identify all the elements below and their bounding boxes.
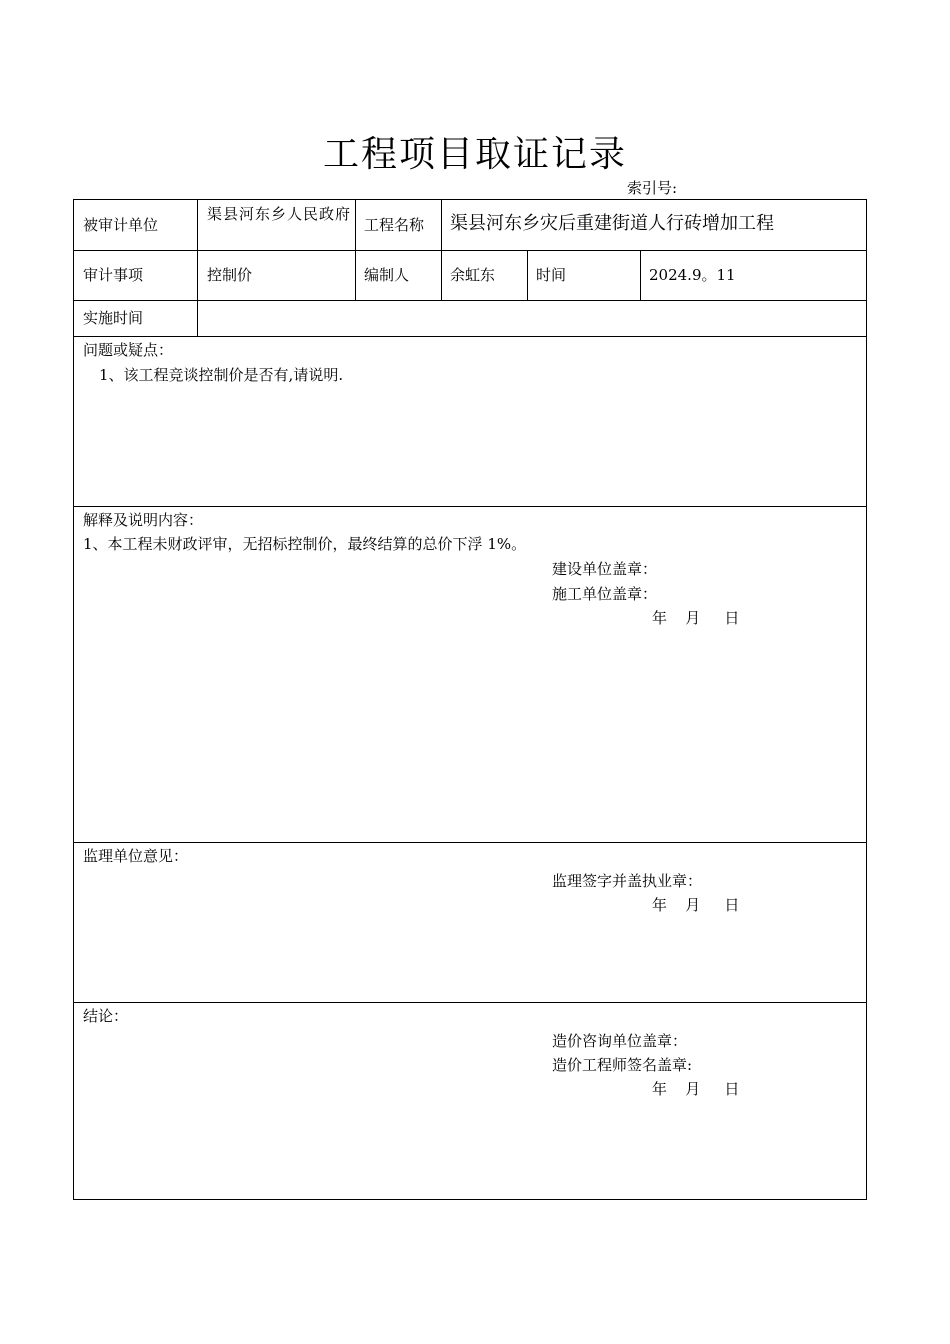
evidence-form xyxy=(73,199,867,1200)
column-divider xyxy=(355,200,356,300)
supervision-date-line: 年 月 日 xyxy=(652,896,741,914)
column-divider xyxy=(197,200,198,336)
row-divider xyxy=(74,250,866,251)
project-name-value: 渠县河东乡灾后重建街道人行砖增加工程 xyxy=(450,213,774,234)
project-name-label: 工程名称 xyxy=(364,216,425,234)
index-number-label: 索引号: xyxy=(627,179,678,197)
conclusion-label: 结论： xyxy=(83,1007,129,1025)
questions-label: 问题或疑点： xyxy=(83,341,174,359)
column-divider xyxy=(640,250,641,300)
explanation-label: 解释及说明内容： xyxy=(83,511,204,529)
audit-item-label: 审计事项 xyxy=(83,266,144,284)
question-item: 1、该工程竞谈控制价是否有,请说明. xyxy=(99,366,344,384)
row-divider xyxy=(74,300,866,301)
editor-label: 编制人 xyxy=(364,266,410,284)
audited-unit-value: 渠县河东乡人民政府 xyxy=(207,205,352,223)
audited-unit-label: 被审计单位 xyxy=(83,216,159,234)
column-divider xyxy=(527,250,528,300)
explanation-item: 1、本工程未财政评审，无招标控制价，最终结算的总价下浮 1%。 xyxy=(83,535,527,553)
implementation-time-label: 实施时间 xyxy=(83,309,144,327)
page-title: 工程项目取证记录 xyxy=(322,134,627,175)
explanation-date-line: 年 月 日 xyxy=(652,609,741,627)
audit-item-value: 控制价 xyxy=(207,266,253,284)
supervision-label: 监理单位意见： xyxy=(83,847,189,865)
supervision-seal-label: 监理签字并盖执业章： xyxy=(552,872,703,890)
row-divider xyxy=(74,336,866,337)
construction-unit-seal-label: 建设单位盖章： xyxy=(552,560,658,578)
time-value: 2024.9。11 xyxy=(649,266,736,284)
conclusion-date-line: 年 月 日 xyxy=(652,1080,741,1098)
row-divider xyxy=(74,506,866,507)
consult-seal-label: 造价咨询单位盖章： xyxy=(552,1032,688,1050)
builder-unit-seal-label: 施工单位盖章： xyxy=(552,585,658,603)
engineer-seal-label: 造价工程师签名盖章: xyxy=(552,1056,693,1074)
editor-value: 余虹东 xyxy=(450,266,496,284)
column-divider xyxy=(441,200,442,300)
time-label: 时间 xyxy=(536,266,567,284)
row-divider xyxy=(74,1002,866,1003)
row-divider xyxy=(74,842,866,843)
